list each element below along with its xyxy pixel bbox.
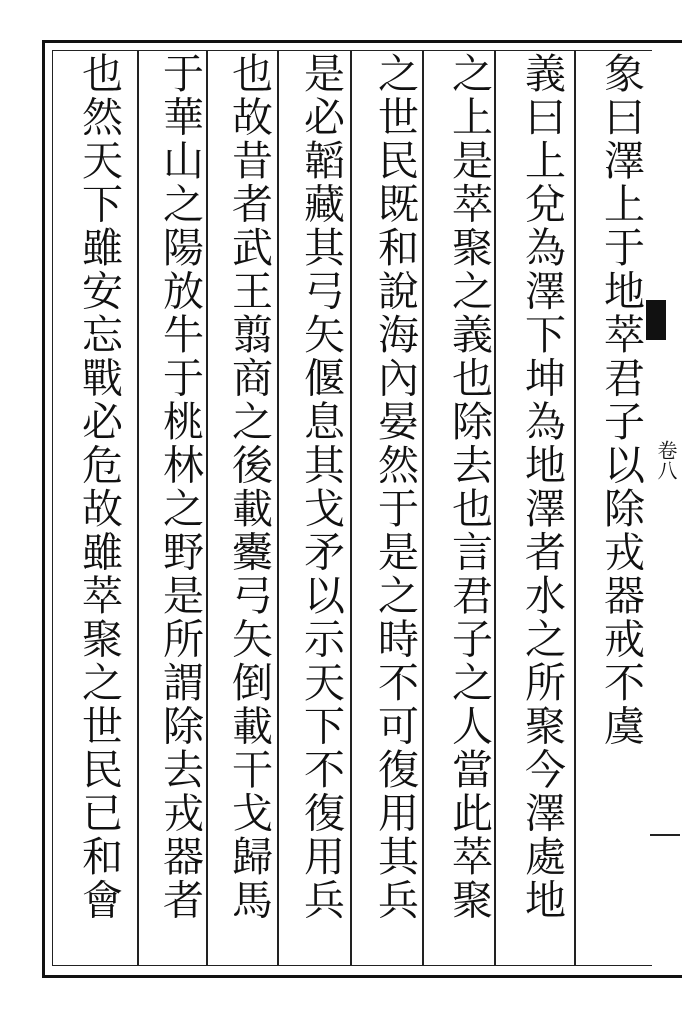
column-rule	[137, 51, 139, 965]
text-column-1: 象曰澤上于地萃君子以除戎器戒不虞	[597, 52, 645, 748]
column-rule	[350, 51, 352, 965]
fish-tail-mark	[646, 300, 666, 340]
column-rule	[574, 51, 576, 965]
text-column-7: 于華山之陽放牛于桃林之野是所謂除去戎器者	[156, 52, 204, 922]
text-column-5: 是必韜藏其弓矢偃息其戈矛以示天下不復用兵	[297, 52, 345, 922]
margin-tick	[650, 834, 680, 836]
text-column-8: 也然天下雖安忘戰必危故雖萃聚之世民已和會	[75, 52, 123, 922]
text-column-6: 也故昔者武王翦商之後載櫜弓矢倒載干戈歸馬	[225, 52, 273, 922]
text-column-4: 之世民既和說海內晏然于是之時不可復用其兵	[371, 52, 419, 922]
text-column-2: 義曰上兌為澤下坤為地澤者水之所聚今澤處地	[518, 52, 566, 922]
volume-label: 卷八	[654, 440, 678, 480]
text-column-3: 之上是萃聚之義也除去也言君子之人當此萃聚	[445, 52, 493, 922]
